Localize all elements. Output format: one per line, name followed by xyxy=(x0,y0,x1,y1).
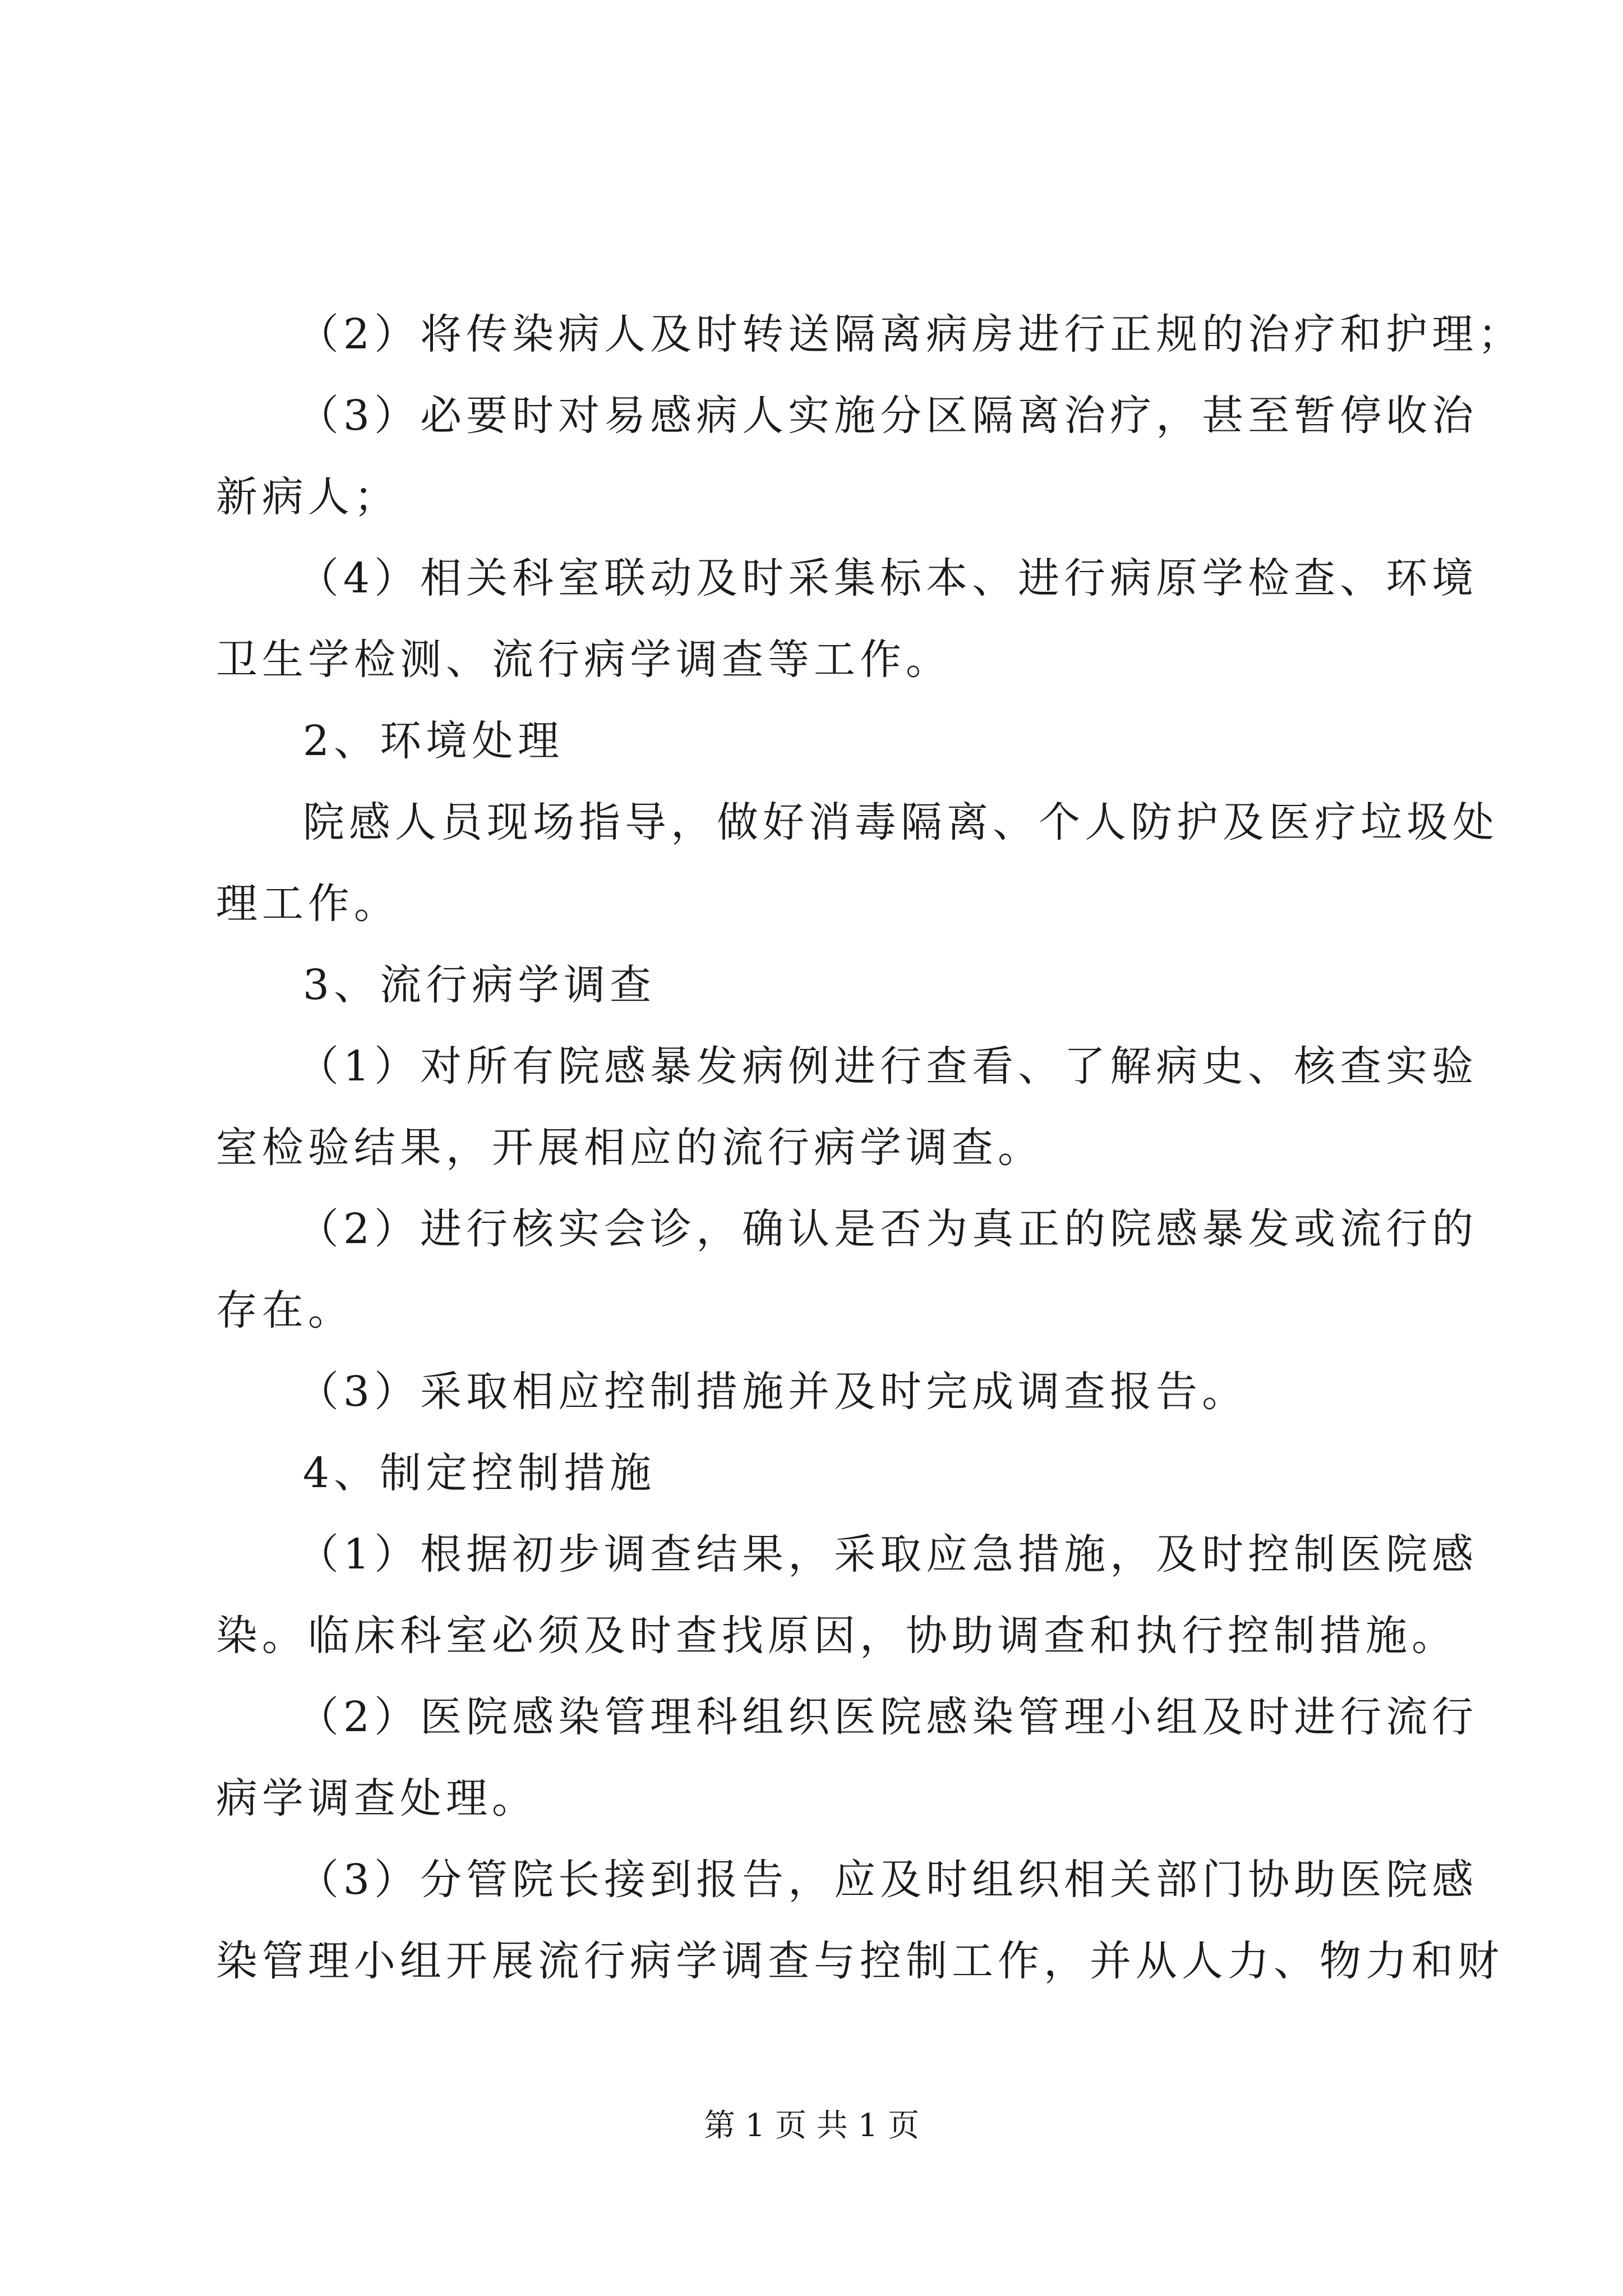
page-footer: 第 1 页 共 1 页 xyxy=(703,2108,920,2144)
paragraph-line: 卫生学检测、流行病学调查等工作。 xyxy=(216,636,952,684)
paragraph-line: 染。临床科室必须及时查找原因，协助调查和执行控制措施。 xyxy=(216,1612,1458,1660)
paragraph-line: （3）采取相应控制措施并及时完成调查报告。 xyxy=(297,1368,1248,1416)
paragraph-line: 染管理小组开展流行病学调查与控制工作，并从人力、物力和财 xyxy=(216,1937,1504,1985)
paragraph-line: （3）分管院长接到报告，应及时组织相关部门协助医院感 xyxy=(297,1856,1478,1904)
paragraph-line: 理工作。 xyxy=(216,880,400,928)
paragraph-line: 院感人员现场指导，做好消毒隔离、个人防护及医疗垃圾处 xyxy=(303,798,1498,846)
paragraph-line: （2）进行核实会诊，确认是否为真正的院感暴发或流行的 xyxy=(297,1205,1478,1253)
section-heading: 3、流行病学调查 xyxy=(303,961,656,1009)
paragraph-line: （2）医院感染管理科组织医院感染管理小组及时进行流行 xyxy=(297,1693,1478,1741)
paragraph-line: （2）将传染病人及时转送隔离病房进行正规的治疗和护理； xyxy=(297,310,1524,358)
paragraph-line: 病学调查处理。 xyxy=(216,1774,538,1823)
section-heading: 4、制定控制措施 xyxy=(303,1449,656,1497)
section-heading: 2、环境处理 xyxy=(303,717,564,765)
paragraph-line: （1）对所有院感暴发病例进行查看、了解病史、核查实验 xyxy=(297,1042,1478,1091)
paragraph-line: 新病人； xyxy=(216,473,400,521)
paragraph-line: （4）相关科室联动及时采集标本、进行病原学检查、环境 xyxy=(297,554,1478,602)
paragraph-line: （1）根据初步调查结果，采取应急措施，及时控制医院感 xyxy=(297,1530,1478,1579)
paragraph-line: 存在。 xyxy=(216,1286,354,1335)
paragraph-line: 室检验结果，开展相应的流行病学调查。 xyxy=(216,1124,1044,1172)
paragraph-line: （3）必要时对易感病人实施分区隔离治疗，甚至暂停收治 xyxy=(297,392,1478,440)
